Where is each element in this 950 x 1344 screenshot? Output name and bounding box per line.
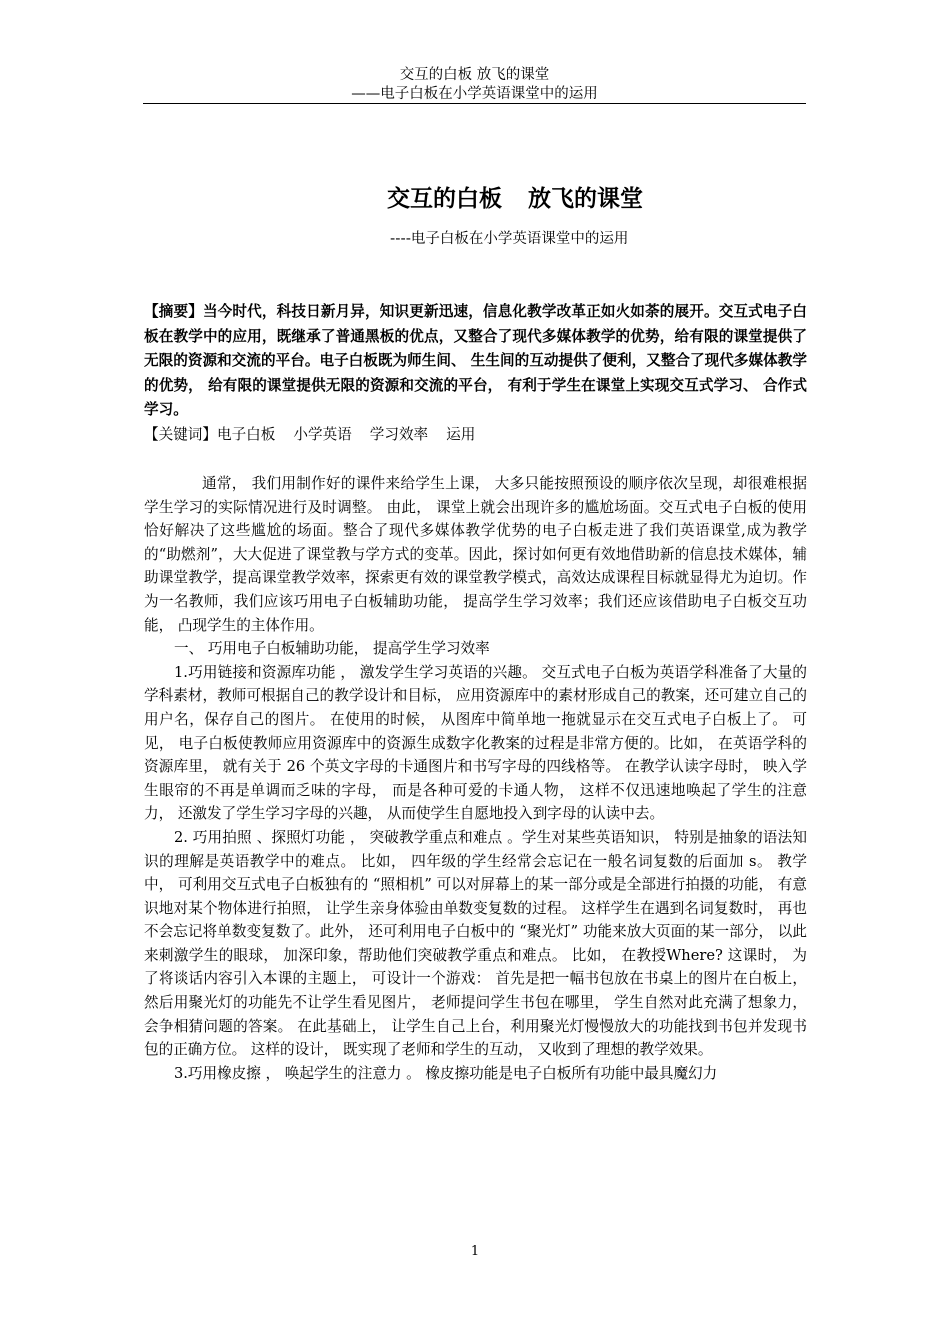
running-header-subtitle: ——电子白板在小学英语课堂中的运用 (351, 86, 598, 102)
document-subtitle: ----电子白板在小学英语课堂中的运用 (390, 231, 629, 247)
page-number: 1 (470, 1244, 480, 1259)
keyword: 学习效率 (369, 426, 429, 443)
running-header-title: 交互的白板 放飞的课堂 (399, 67, 550, 83)
title-part-2: 放飞的课堂 (528, 186, 643, 212)
body-paragraph-3: 3.巧用橡皮擦 ， 唤起学生的注意力 。 橡皮擦功能是电子白板所有功能中最具魔幻力 (174, 1064, 718, 1082)
body-text (144, 472, 807, 1085)
section-heading-1: 一、 巧用电子白板辅助功能， 提高学生学习效率 (174, 640, 490, 658)
keyword: 小学英语 (293, 426, 352, 443)
title-part-1: 交互的白板 (387, 186, 502, 212)
header-divider (143, 103, 806, 104)
running-header (143, 66, 806, 104)
body-paragraph-intro: 通常， 我们用制作好的课件来给学生上课， 大多只能按照预设的顺序依次呈现，却很难根据学生学习的实际情况进行及时调整。 由此， 课堂上就会出现许多的尴尬场面。交互式电子白板的使用恰好解决了这些尴尬的场面。整合了现代多媒体教学优势的电子白板走进了我们英语课堂,成为教学的“助燃剂”，大大促进了课堂教与学方式的变革。因此，探讨如何更有效地借助新的信息技术媒体，辅助课堂教学，提高课堂教学效率，探索更有效的课堂教学模式，高效达成课程目标就显得尤为迫切。作为一名教师，我们应该巧用电子白板辅助功能， 提高学生学习效率；我们还应该借助电子白板交互功能， 凸现学生的主体作用。 (144, 475, 807, 634)
keywords-label: 【关键词】 (144, 426, 217, 443)
keywords-line (144, 423, 493, 447)
body-paragraph-2: 2. 巧用拍照 、探照灯功能 ， 突破教学重点和难点 。学生对某些英语知识， 特别是抽象的语法知识的理解是英语教学中的难点。 比如， 四年级的学生经常会忘记在一般名词复数的后面加 s。 教学中， 可利用交互式电子白板独有的 “照相机” 可以对屏幕上的某一部分或是全部进行拍摄的功能， 有意识地对某个物体进行拍照， 让学生亲身体验由单数变复数的过程。 这样学生在遇到名词复数时， 再也不会忘记将单数变复数了。此外， 还可利用电子白板中的 “聚光灯” 功能来放大页面的某一部分， 以此来刺激学生的眼球， 加深印象，帮助他们突破教学重点和难点。 比如， 在教授Where? 这课时， 为了将谈话内容引入本课的主题上， 可设计一个游戏： 首先是把一幅书包放在书桌上的图片在白板上， 然后用聚光灯的功能先不让学生看见图片， 老师提问学生书包在哪里， 学生自然对此充满了想象力， 会争相猜问题的答案。 在此基础上， 让学生自己上台，利用聚光灯慢慢放大的功能找到书包并发现书包的正确方位。 这样的设计， 既实现了老师和学生的互动， 又收到了理想的教学效果。 (144, 828, 807, 1059)
keyword: 运用 (446, 426, 476, 443)
body-paragraph-1: 1.巧用链接和资源库功能 ， 激发学生学习英语的兴趣。 交互式电子白板为英语学科准备了大量的学科素材，教师可根据自己的教学设计和目标， 应用资源库中的素材形成自己的教案，还可建立自己的用户名，保存自己的图片。 在使用的时候， 从图库中简单地一拖就显示在交互式电子白板上了。 可见， 电子白板使教师应用资源库中的资源生成数字化教案的过程是非常方便的。比如， 在英语学科的资源库里， 就有关于 26 个英文字母的卡通图片和书写字母的四线格等。 在教学认读字母时， 映入学生眼帘的不再是单调而乏味的字母， 而是各种可爱的卡通人物， 这样不仅迅速地唤起了学生的注意力， 还激发了学生学习字母的兴趣， 从而使学生自愿地投入到字母的认读中去。 (144, 663, 807, 823)
keyword: 电子白板 (216, 426, 276, 443)
abstract-paragraph: 【摘要】当今时代，科技日新月异，知识更新迅速，信息化教学改革正如火如荼的展开。交互式电子白板在教学中的应用，既继承了普通黑板的优点，又整合了现代多媒体教学的优势，给有限的课堂提供了无限的资源和交流的平台。电子白板既为师生间、 生生间的互动提供了便利，又整合了现代多媒体教学的优势， 给有限的课堂提供无限的资源和交流的平台， 有利于学生在课堂上实现交互式学习、 合作式学习。 (144, 303, 807, 419)
document-title (0, 183, 950, 215)
